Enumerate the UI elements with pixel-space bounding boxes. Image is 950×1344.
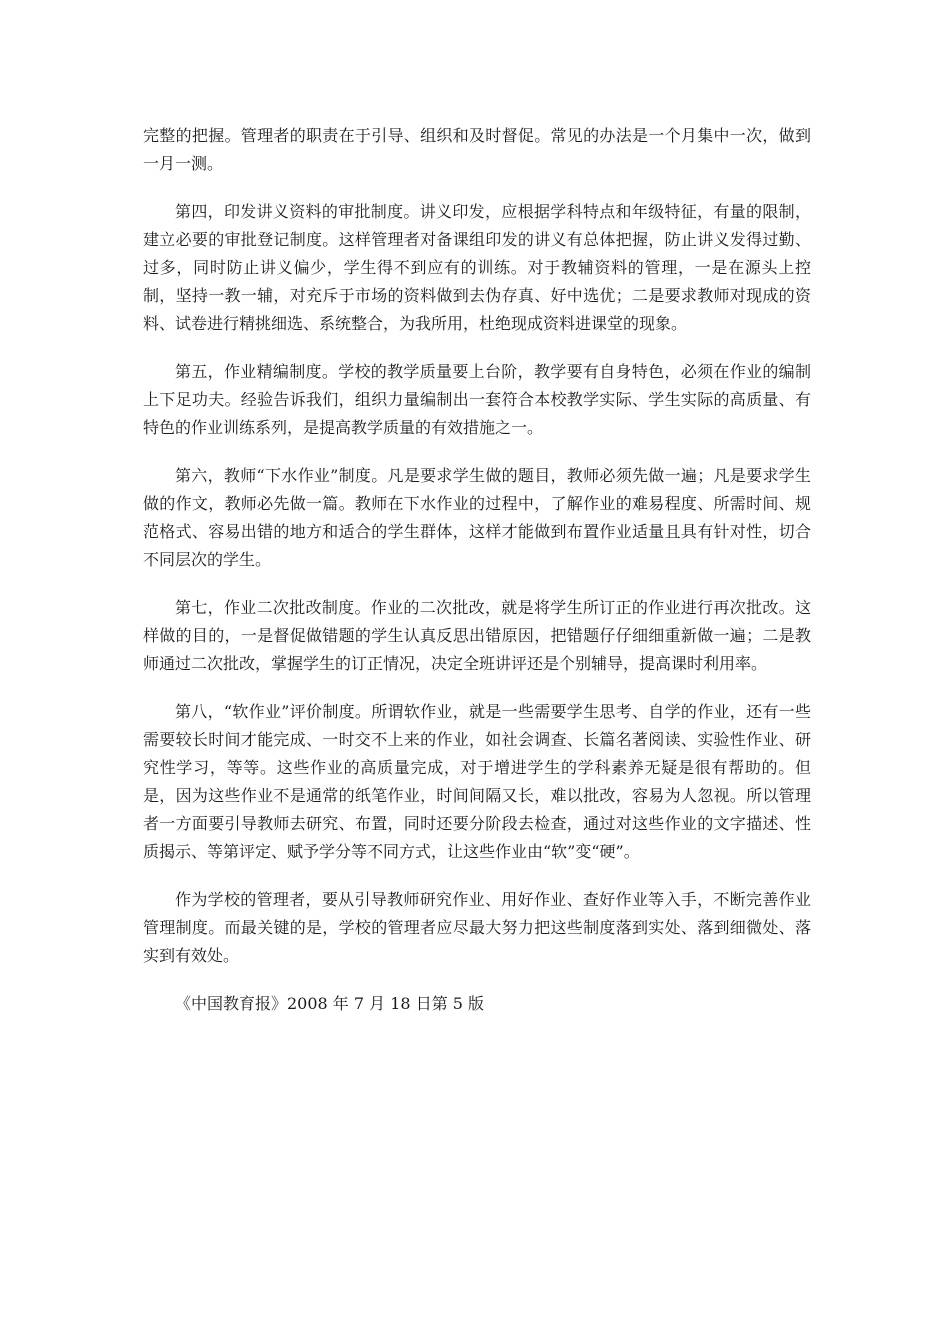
paragraph-continuation: 完整的把握。管理者的职责在于引导、组织和及时督促。常见的办法是一个月集中一次，做到一月一测。 [143, 126, 811, 173]
paragraph-item-8: 第八，“软作业”评价制度。所谓软作业，就是一些需要学生思考、自学的作业，还有一些需要较长时间才能完成、一时交不上来的作业，如社会调查、长篇名著阅读、实验性作业、研究性学习，等等。这些作业的高质量完成，对于增进学生的学科素养无疑是很有帮助的。但是，因为这些作业不是通常的纸笔作业，时间间隔又长，难以批改，容易为人忽视。所以管理者一方面要引导教师去研究、布置，同时还要分阶段去检查，通过对这些作业的文字描述、性质揭示、等第评定、赋予学分等不同方式，让这些作业由“软”变“硬”。 [143, 702, 811, 861]
paragraph-item-6: 第六，教师“下水作业”制度。凡是要求学生做的题目，教师必须先做一遍；凡是要求学生做的作文，教师必先做一篇。教师在下水作业的过程中，了解作业的难易程度、所需时间、规范格式、容易出错的地方和适合的学生群体，这样才能做到布置作业适量且具有针对性，切合不同层次的学生。 [143, 466, 811, 569]
paragraph-conclusion: 作为学校的管理者，要从引导教师研究作业、用好作业、查好作业等入手，不断完善作业管理制度。而最关键的是，学校的管理者应尽最大努力把这些制度落到实处、落到细微处、落实到有效处。 [143, 890, 811, 965]
paragraph-item-4: 第四，印发讲义资料的审批制度。讲义印发，应根据学科特点和年级特征，有量的限制，建立必要的审批登记制度。这样管理者对备课组印发的讲义有总体把握，防止讲义发得过勤、过多，同时防止讲义偏少，学生得不到应有的训练。对于教辅资料的管理，一是在源头上控制，坚持一教一辅，对充斥于市场的资料做到去伪存真、好中选优；二是要求教师对现成的资料、试卷进行精挑细选、系统整合，为我所用，杜绝现成资料进课堂的现象。 [143, 202, 811, 333]
article-body [143, 122, 811, 1038]
source-citation: 《中国教育报》2008 年 7 月 18 日第 5 版 [175, 994, 485, 1013]
paragraph-item-7: 第七，作业二次批改制度。作业的二次批改，就是将学生所订正的作业进行再次批改。这样做的目的，一是督促做错题的学生认真反思出错原因，把错题仔仔细细重新做一遍；二是教师通过二次批改，掌握学生的订正情况，决定全班讲评还是个别辅导，提高课时利用率。 [143, 598, 811, 673]
paragraph-item-5: 第五，作业精编制度。学校的教学质量要上台阶，教学要有自身特色，必须在作业的编制上下足功夫。经验告诉我们，组织力量编制出一套符合本校教学实际、学生实际的高质量、有特色的作业训练系列，是提高教学质量的有效措施之一。 [143, 362, 811, 437]
